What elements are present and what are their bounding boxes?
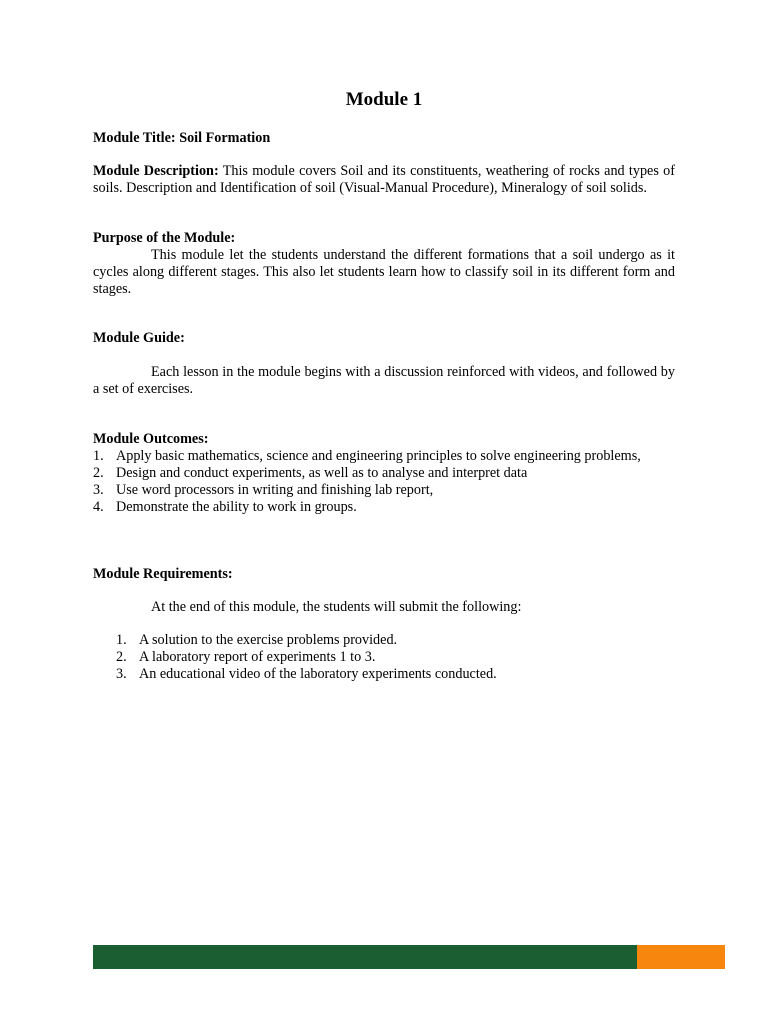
list-item-text: Design and conduct experiments, as well as to analyse and interpret data — [116, 465, 528, 481]
list-item — [93, 482, 675, 499]
list-item-text: Demonstrate the ability to work in groups. — [116, 499, 357, 515]
list-item — [93, 649, 675, 666]
list-item-number: 1. — [116, 632, 127, 648]
guide-heading: Module Guide: — [93, 330, 185, 346]
description-label: Module Description: — [93, 163, 219, 179]
requirements-intro: At the end of this module, the students will submit the following: — [151, 599, 522, 615]
footer-green-segment — [93, 945, 637, 969]
guide-section — [93, 330, 675, 347]
requirements-section — [93, 566, 675, 583]
purpose-text: This module let the students understand the different formations that a soil undergo as it cycles along different stages. This also let students learn how to classify soil in its different form and stages. — [93, 247, 675, 297]
list-item-text: A solution to the exercise problems provided. — [139, 632, 398, 648]
list-item — [93, 499, 675, 516]
module-title-value: Soil Formation — [179, 130, 271, 146]
purpose-section — [93, 230, 675, 298]
description-text: This module covers Soil and its constituents, weathering of rocks and types of soils. Description and Identification of soil (Visual-Manual Procedure), Mineralogy of soil solids. — [93, 163, 675, 196]
purpose-heading: Purpose of the Module: — [93, 230, 236, 246]
list-item — [93, 666, 675, 683]
list-item-text: Use word processors in writing and finishing lab report, — [116, 482, 434, 498]
list-item-number: 1. — [93, 448, 104, 464]
outcomes-list — [93, 448, 675, 516]
list-item-number: 2. — [93, 465, 104, 481]
module-title-line — [93, 130, 675, 147]
outcomes-heading: Module Outcomes: — [93, 431, 209, 447]
list-item-number: 3. — [93, 482, 104, 498]
page-title: Module 1 — [345, 89, 423, 110]
outcomes-section — [93, 431, 675, 516]
list-item-text: A laboratory report of experiments 1 to 3. — [139, 649, 376, 665]
list-item-number: 4. — [93, 499, 104, 515]
list-item-number: 2. — [116, 649, 127, 665]
footer-orange-segment — [637, 945, 725, 969]
requirements-heading: Module Requirements: — [93, 566, 233, 582]
list-item — [93, 448, 675, 465]
module-title-label: Module Title: — [93, 130, 176, 146]
module-description — [93, 163, 675, 197]
list-item — [93, 465, 675, 482]
footer-bar — [93, 945, 725, 969]
guide-text: Each lesson in the module begins with a discussion reinforced with videos, and followed by a set of exercises. — [93, 364, 675, 397]
requirements-list — [93, 632, 675, 683]
list-item-number: 3. — [116, 666, 127, 682]
list-item-text: Apply basic mathematics, science and engineering principles to solve engineering problems, — [116, 448, 641, 464]
list-item-text: An educational video of the laboratory experiments conducted. — [139, 666, 497, 682]
requirements-list-wrap — [93, 632, 675, 683]
list-item — [93, 632, 675, 649]
